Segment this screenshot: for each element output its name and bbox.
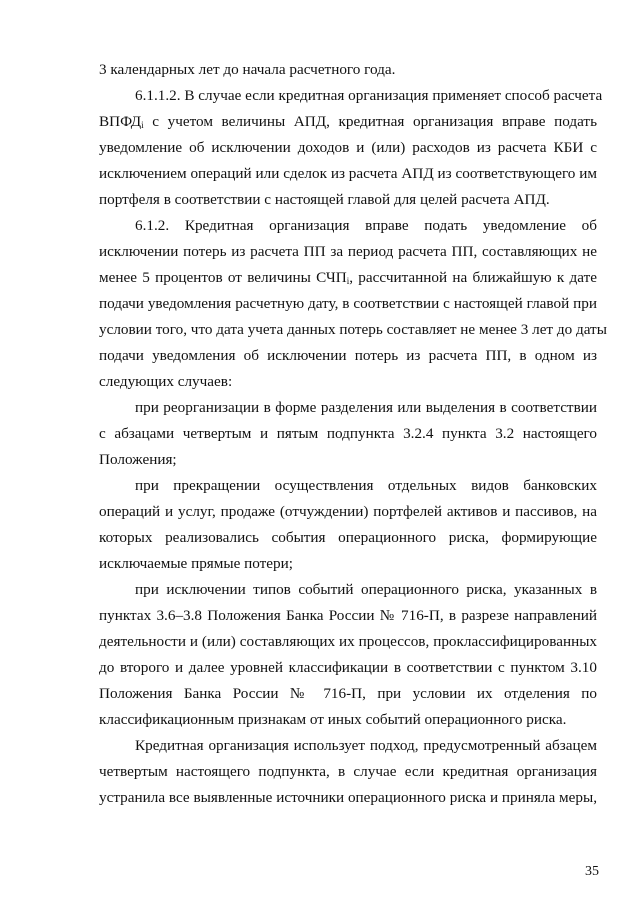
text-line: Положения Банка России № 716-П, при условии их отделения по: [99, 685, 597, 702]
text-line: с абзацами четвертым и пятым подпункта 3.2.4 пункта 3.2 настоящего: [99, 425, 597, 442]
text-line: портфеля в соответствии с настоящей главой для целей расчета АПД.: [99, 191, 550, 208]
text-line: классификационным признакам от иных событий операционного риска.: [99, 711, 567, 728]
text-line: 3 календарных лет до начала расчетного года.: [99, 61, 396, 78]
text-line: подачи уведомления об исключении потерь из расчета ПП, в одном из: [99, 347, 597, 364]
text-line: следующих случаев:: [99, 373, 233, 390]
text-line: исключаемые прямые потери;: [99, 555, 293, 572]
text-line: при прекращении осуществления отдельных видов банковских: [135, 477, 597, 494]
text-line: 6.1.1.2. В случае если кредитная организация применяет способ расчета: [135, 87, 603, 104]
text-line: условии того, что дата учета данных потерь составляет не менее 3 лет до даты: [99, 321, 607, 338]
text-line: которых реализовались события операционного риска, формирующие: [99, 529, 597, 546]
text-line: $ВПФД_i$ с учетом величины АПД, кредитная организация вправе подать: [99, 113, 597, 130]
text-line: менее 5 процентов от величины $СЧП_i$, рассчитанной на ближайшую к дате: [99, 269, 597, 286]
text-line: исключении потерь из расчета ПП за период расчета ПП, составляющих не: [99, 243, 597, 260]
text-line: при исключении типов событий операционного риска, указанных в: [135, 581, 597, 598]
text-line: до второго и далее уровней классификации в соответствии с пунктом 3.10: [99, 659, 597, 676]
text-line: уведомление об исключении доходов и (или) расходов из расчета КБИ с: [99, 139, 597, 156]
text-line: подачи уведомления расчетную дату, в соответствии с настоящей главой при: [99, 295, 597, 312]
text-line: пунктах 3.6–3.8 Положения Банка России № 716-П, в разрезе направлений: [99, 607, 597, 624]
text-line: Положения;: [99, 451, 177, 468]
document-body: [99, 57, 607, 811]
text-line: Кредитная организация использует подход, предусмотренный абзацем: [135, 737, 597, 754]
text-line: исключением операций или сделок из расчета АПД из соответствующего им: [99, 165, 597, 182]
text-line: устранила все выявленные источники операционного риска и приняла меры,: [99, 789, 597, 806]
text-line: при реорганизации в форме разделения или выделения в соответствии: [135, 399, 597, 416]
text-line: 6.1.2. Кредитная организация вправе подать уведомление об: [135, 217, 597, 234]
page-number: 35: [585, 864, 599, 879]
text-line: операций и услуг, продаже (отчуждении) портфелей активов и пассивов, на: [99, 503, 597, 520]
text-line: четвертым настоящего подпункта, в случае если кредитная организация: [99, 763, 597, 780]
text-line: деятельности и (или) составляющих их процессов, проклассифицированных: [99, 633, 597, 650]
